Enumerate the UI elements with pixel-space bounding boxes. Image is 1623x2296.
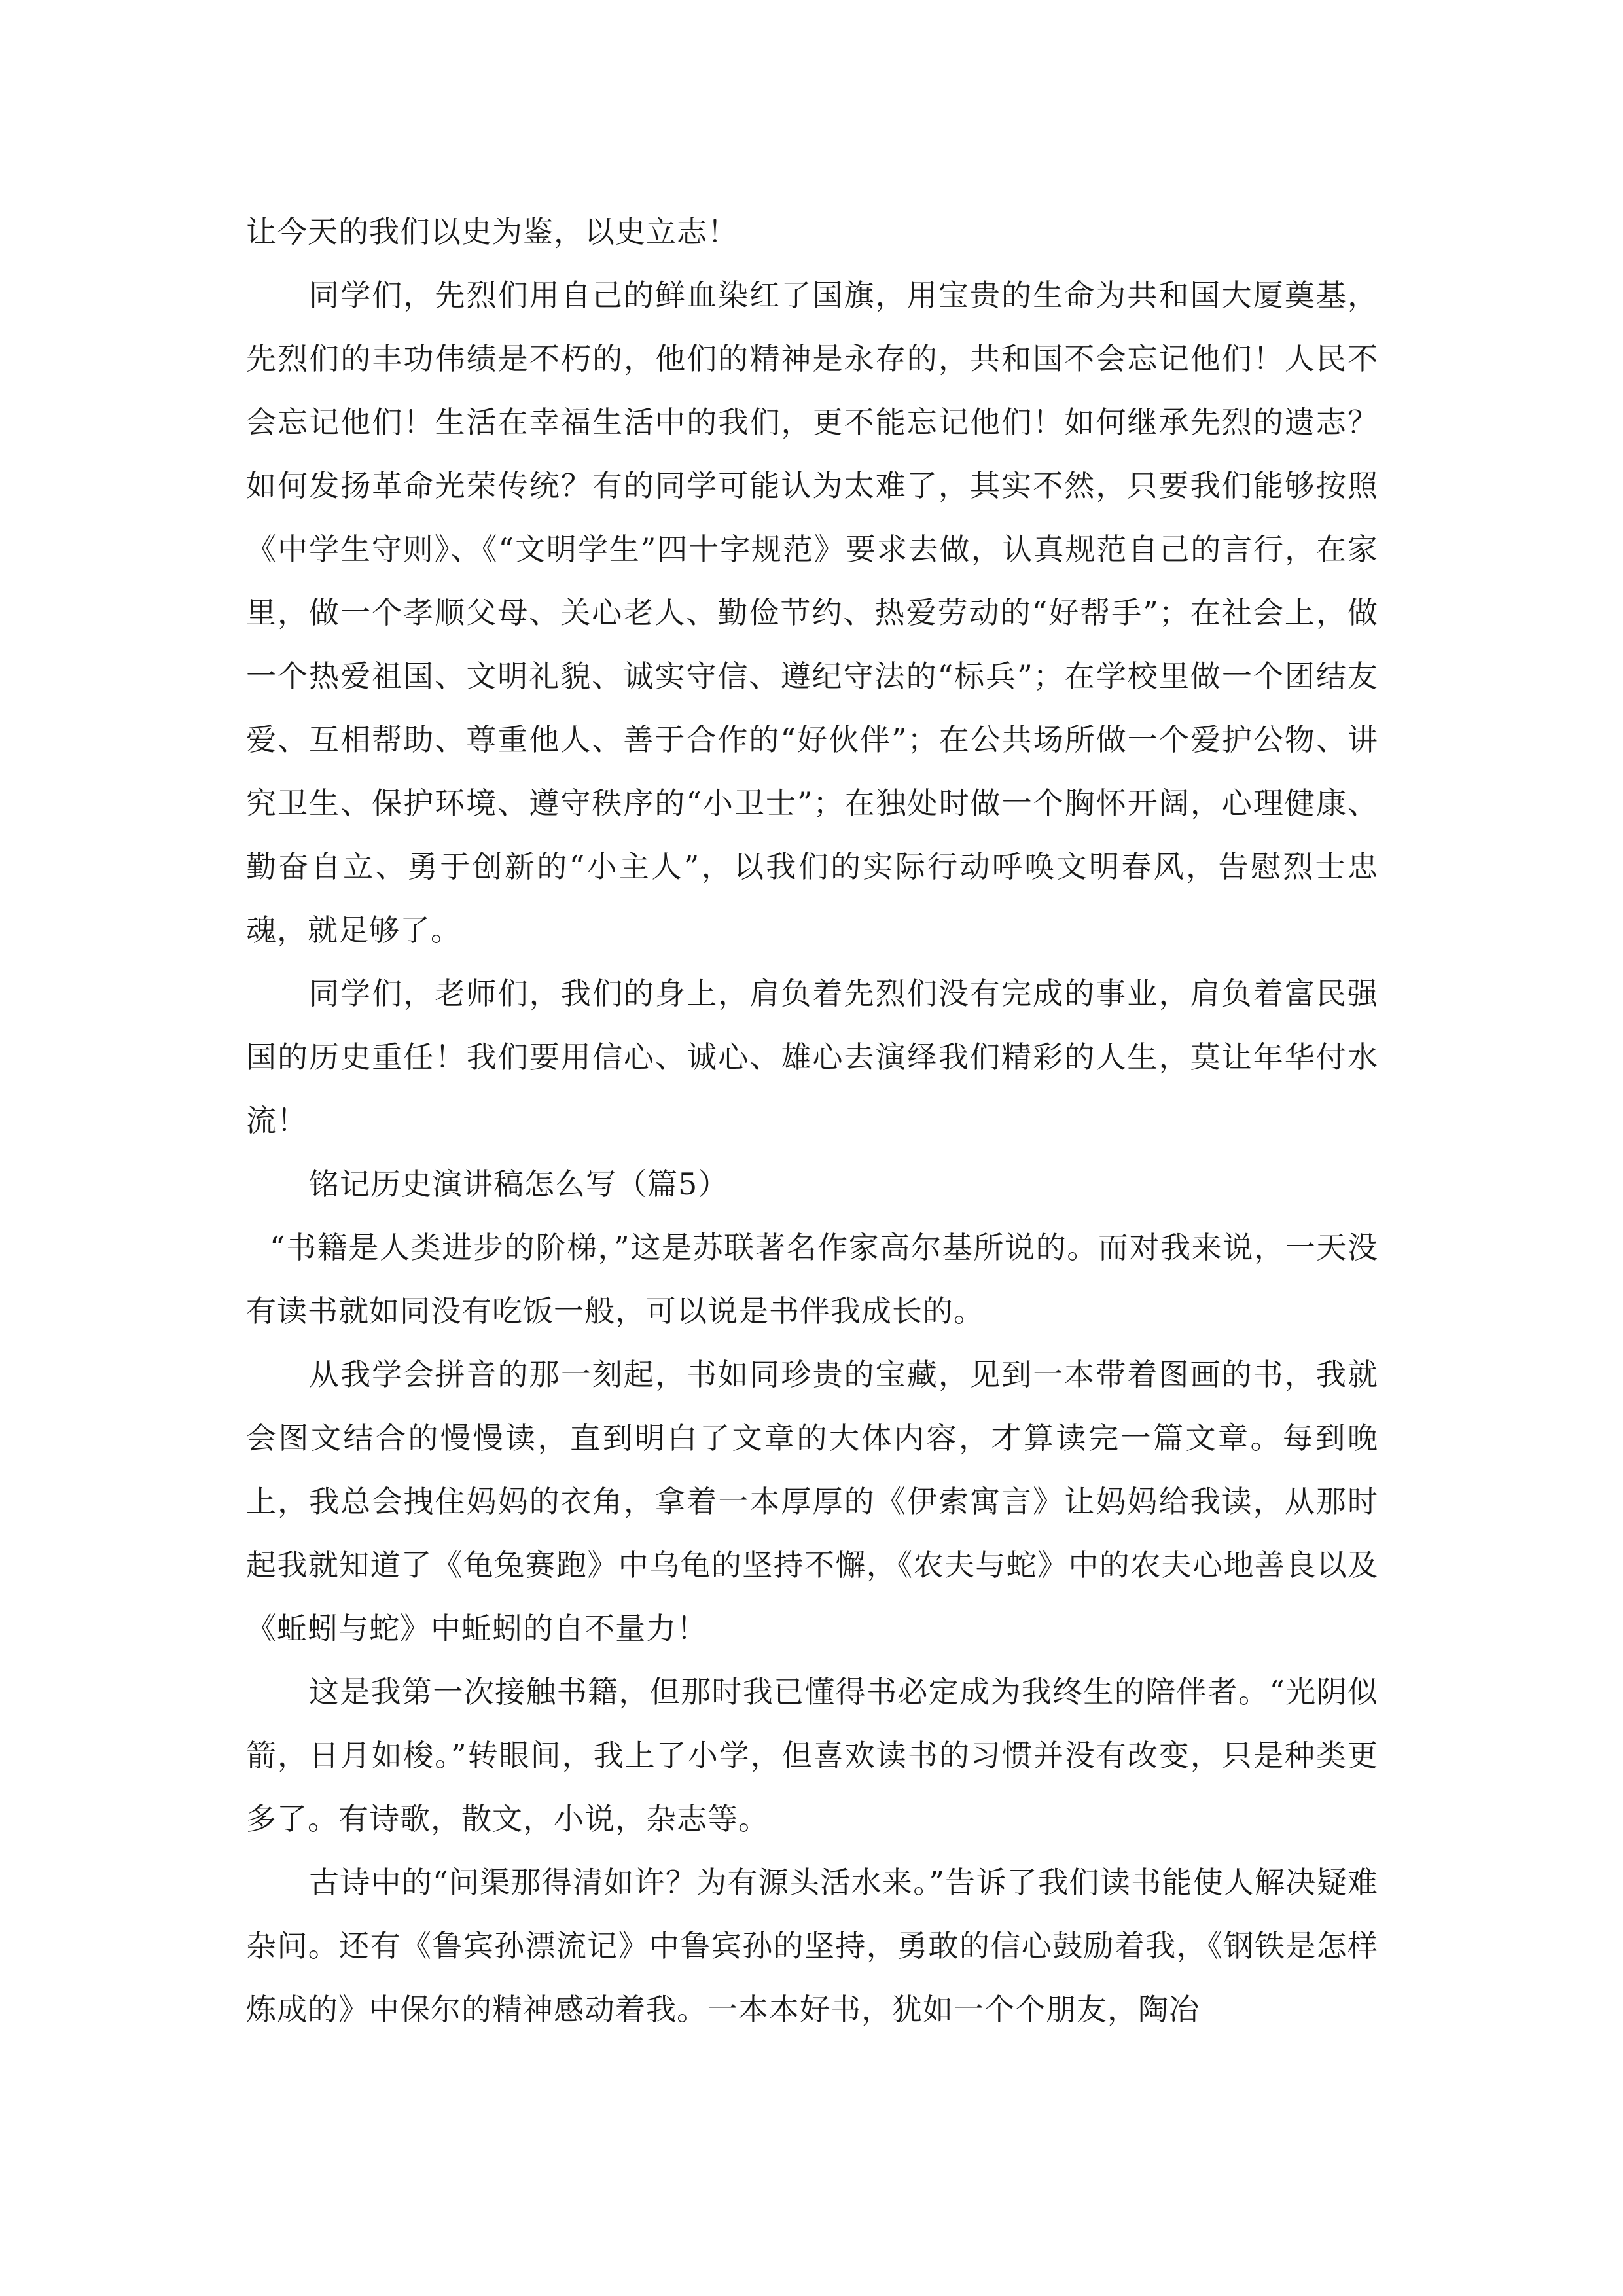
paragraph-quote-start: “书籍是人类进步的阶梯，”这是苏联著名作家高尔基所说的。而对我来说，一天没有读书就如同没有吃饭一般，可以说是书伴我成长的。 — [246, 1230, 1378, 1329]
paragraph: 从我学会拼音的那一刻起，书如同珍贵的宝藏，见到一本带着图画的书，我就会图文结合的慢慢读，直到明白了文章的大体内容，才算读完一篇文章。每到晚上，我总会拽住妈妈的衣角，拿着一本厚厚的《伊索寓言》让妈妈给我读，从那时起我就知道了《龟兔赛跑》中乌龟的坚持不懈，《农夫与蛇》中的农夫心地善良以及《蚯蚓与蛇》中蚯蚓的自不量力！ — [246, 1357, 1378, 1646]
document-body — [246, 200, 1378, 2041]
paragraph: 同学们，老师们，我们的身上，肩负着先烈们没有完成的事业，肩负着富民强国的历史重任！我们要用信心、诚心、雄心去演绎我们精彩的人生，莫让年华付水流！ — [246, 976, 1378, 1138]
paragraph: 这是我第一次接触书籍，但那时我已懂得书必定成为我终生的陪伴者。“光阴似箭，日月如梭。”转眼间，我上了小学，但喜欢读书的习惯并没有改变，只是种类更多了。有诗歌，散文，小说，杂志等。 — [246, 1674, 1378, 1837]
section-heading: 铭记历史演讲稿怎么写（篇5） — [309, 1166, 729, 1202]
paragraph: 古诗中的“问渠那得清如许？为有源头活水来。”告诉了我们读书能使人解决疑难杂问。还有《鲁宾孙漂流记》中鲁宾孙的坚持，勇敢的信心鼓励着我，《钢铁是怎样炼成的》中保尔的精神感动着我。一本本好书，犹如一个个朋友，陶冶 — [246, 1865, 1378, 2027]
paragraph-continuation: 让今天的我们以史为鉴，以史立志！ — [246, 214, 738, 249]
paragraph: 同学们，先烈们用自己的鲜血染红了国旗，用宝贵的生命为共和国大厦奠基，先烈们的丰功伟绩是不朽的，他们的精神是永存的，共和国不会忘记他们！人民不会忘记他们！生活在幸福生活中的我们，更不能忘记他们！如何继承先烈的遗志？如何发扬革命光荣传统？有的同学可能认为太难了，其实不然，只要我们能够按照《中学生守则》、《“文明学生”四十字规范》要求去做，认真规范自己的言行，在家里，做一个孝顺父母、关心老人、勤俭节约、热爱劳动的“好帮手”；在社会上，做一个热爱祖国、文明礼貌、诚实守信、遵纪守法的“标兵”；在学校里做一个团结友爱、互相帮助、尊重他人、善于合作的“好伙伴”；在公共场所做一个爱护公物、讲究卫生、保护环境、遵守秩序的“小卫士”；在独处时做一个胸怀开阔，心理健康、勤奋自立、勇于创新的“小主人”，以我们的实际行动呼唤文明春风，告慰烈士忠魂，就足够了。 — [246, 278, 1378, 948]
